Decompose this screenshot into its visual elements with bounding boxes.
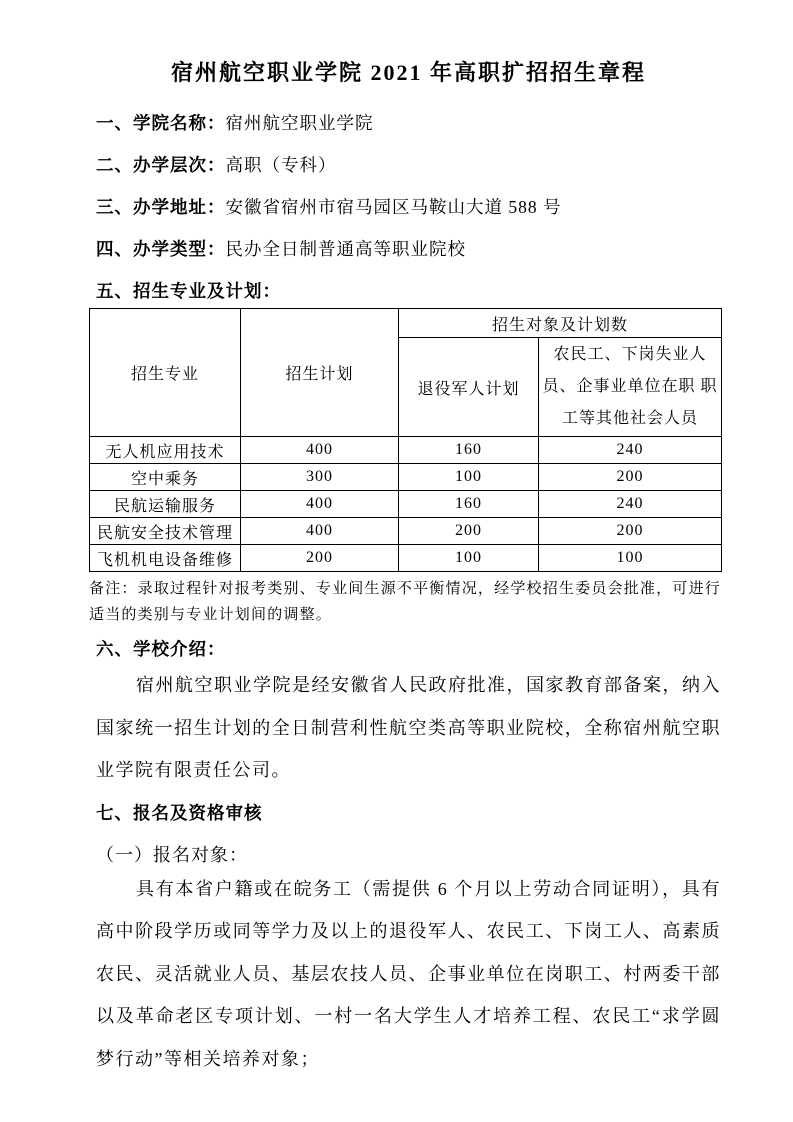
section-education-level-label: 二、办学层次： <box>96 155 226 175</box>
cell-plan: 400 <box>241 518 399 545</box>
section-education-level <box>96 155 721 175</box>
cell-other: 200 <box>539 464 722 491</box>
section-school-type <box>96 239 721 259</box>
section-education-level-value: 高职（专科） <box>225 155 337 175</box>
cell-major: 飞机机电设备维修 <box>90 545 241 572</box>
section-address <box>96 197 721 217</box>
cell-veteran: 160 <box>399 491 539 518</box>
enrollment-plan-table <box>89 308 722 572</box>
table-row <box>90 545 722 572</box>
cell-plan: 400 <box>241 491 399 518</box>
cell-major: 民航安全技术管理 <box>90 518 241 545</box>
cell-plan: 400 <box>241 437 399 464</box>
table-row <box>90 464 722 491</box>
section-enrollment-plan-label: 五、招生专业及计划： <box>96 281 281 301</box>
application-sub-heading: （一）报名对象： <box>96 844 248 865</box>
application-paragraph: 具有本省户籍或在皖务工（需提供 6 个月以上劳动合同证明），具有高中阶段学历或同等学力及以上的退役军人、农民工、下岗工人、高素质农民、灵活就业人员、基层农技人员、企事业单位在岗职工、村两委干部以及革命老区专项计划、一村一名大学生人才培养工程、农民工“求学圆梦行动”等相关培养对象； <box>96 878 721 1069</box>
section-application-heading: 七、报名及资格审核 <box>96 802 263 823</box>
table-header-group: 招生对象及计划数 <box>399 309 722 338</box>
section-college-name-value: 宿州航空职业学院 <box>225 113 374 133</box>
section-school-intro-heading: 六、学校介绍： <box>96 639 226 659</box>
table-row <box>90 518 722 545</box>
cell-veteran: 160 <box>399 437 539 464</box>
cell-other: 240 <box>539 437 722 464</box>
table-note: 备注：录取过程针对报考类别、专业间生源不平衡情况，经学校招生委员会批准，可进行适当的类别与专业计划间的调整。 <box>89 581 721 623</box>
cell-major: 空中乘务 <box>90 464 241 491</box>
cell-major: 无人机应用技术 <box>90 437 241 464</box>
table-row <box>90 437 722 464</box>
cell-veteran: 200 <box>399 518 539 545</box>
section-school-type-label: 四、办学类型： <box>96 239 226 259</box>
cell-veteran: 100 <box>399 545 539 572</box>
section-college-name-label: 一、学院名称： <box>96 113 226 133</box>
table-header-plan: 招生计划 <box>241 309 399 437</box>
cell-other: 240 <box>539 491 722 518</box>
cell-other: 200 <box>539 518 722 545</box>
table-header-major: 招生专业 <box>90 309 241 437</box>
school-intro-paragraph: 宿州航空职业学院是经安徽省人民政府批准，国家教育部备案，纳入国家统一招生计划的全日制营利性航空类高等职业院校，全称宿州航空职业学院有限责任公司。 <box>96 675 721 780</box>
page-title: 宿州航空职业学院 2021 年高职扩招招生章程 <box>170 60 646 85</box>
cell-plan: 300 <box>241 464 399 491</box>
table-header-other: 农民工、下岗失业人员、企事业单位在职 职工等其他社会人员 <box>539 338 722 437</box>
cell-other: 100 <box>539 545 722 572</box>
cell-veteran: 100 <box>399 464 539 491</box>
section-enrollment-plan <box>96 281 721 301</box>
table-row <box>90 491 722 518</box>
section-college-name <box>96 113 721 133</box>
table-header-veteran: 退役军人计划 <box>399 338 539 437</box>
section-address-label: 三、办学地址： <box>96 197 226 217</box>
cell-plan: 200 <box>241 545 399 572</box>
table-header-row-1 <box>90 309 722 338</box>
section-school-type-value: 民办全日制普通高等职业院校 <box>225 239 466 259</box>
section-address-value: 安徽省宿州市宿马园区马鞍山大道 588 号 <box>225 197 562 217</box>
cell-major: 民航运输服务 <box>90 491 241 518</box>
